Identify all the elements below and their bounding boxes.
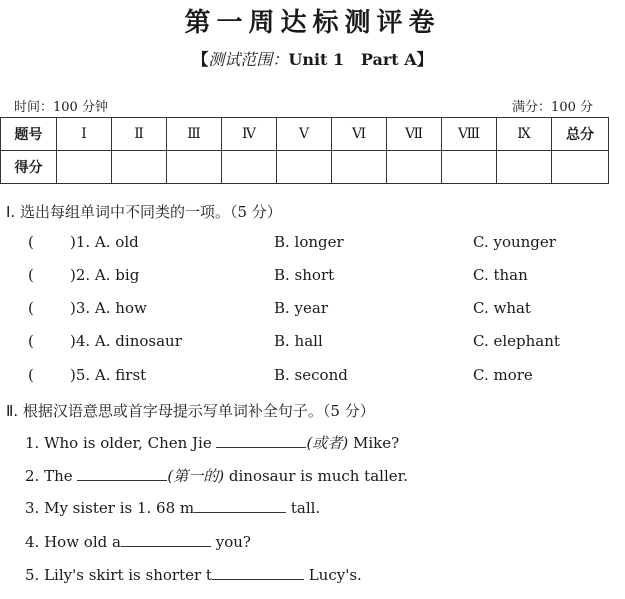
question-row <box>0 366 625 388</box>
sentence-1-end: Mike? <box>348 434 400 452</box>
score-label: 得分 <box>1 151 57 184</box>
column-roman-2: Ⅱ <box>112 118 167 151</box>
sentence-3-start: 3. My sister is 1. 68 m <box>25 499 195 517</box>
score-cell[interactable] <box>222 151 277 184</box>
total-score-cell[interactable] <box>552 151 609 184</box>
score-cell[interactable] <box>277 151 332 184</box>
answer-paren[interactable]: ( <box>28 366 34 384</box>
answer-paren[interactable]: ( <box>28 299 34 317</box>
scope-label: 测试范围： <box>208 50 289 69</box>
score-cell[interactable] <box>112 151 167 184</box>
question-a: )3. A. how <box>70 299 147 317</box>
sentence-5-start: 5. Lily's skirt is shorter t <box>25 566 212 584</box>
time-limit: 时间：100 分钟 <box>14 100 108 115</box>
sentence-2 <box>25 465 408 486</box>
column-roman-8: Ⅷ <box>442 118 497 151</box>
question-a: )2. A. big <box>70 266 140 284</box>
section-2-title: Ⅱ. 根据汉语意思或首字母提示写单词补全句子。 <box>6 402 323 420</box>
score-table-header-row <box>1 118 609 151</box>
question-row <box>0 233 625 255</box>
total-score-label: 总分 <box>552 118 609 151</box>
answer-blank[interactable] <box>212 565 304 580</box>
score-cell[interactable] <box>167 151 222 184</box>
test-scope <box>0 47 625 70</box>
answer-paren[interactable]: ( <box>28 332 34 350</box>
question-number-label: 题号 <box>1 118 57 151</box>
sentence-5-end: Lucy's. <box>303 566 362 584</box>
score-cell[interactable] <box>57 151 112 184</box>
column-roman-5: Ⅴ <box>277 118 332 151</box>
sentence-1-hint: (或者) <box>306 434 349 452</box>
section-2-heading <box>6 400 375 421</box>
sentence-5 <box>25 565 362 584</box>
option-b: B. short <box>274 266 335 284</box>
column-roman-7: Ⅶ <box>387 118 442 151</box>
sentence-4-start: 4. How old a <box>25 533 121 551</box>
option-c: C. what <box>473 299 531 317</box>
question-row <box>0 266 625 288</box>
answer-blank[interactable] <box>77 466 167 481</box>
score-cell[interactable] <box>442 151 497 184</box>
option-b: B. longer <box>274 233 344 251</box>
sentence-3 <box>25 498 320 517</box>
score-cell[interactable] <box>332 151 387 184</box>
question-a: )1. A. old <box>70 233 139 251</box>
column-roman-6: Ⅵ <box>332 118 387 151</box>
full-score: 满分：100 分 <box>512 100 593 115</box>
option-b: B. hall <box>274 332 323 350</box>
score-table <box>0 117 609 184</box>
section-1-heading <box>6 201 282 222</box>
sentence-2-hint: (第一的) <box>167 467 225 485</box>
option-c: C. than <box>473 266 528 284</box>
answer-blank[interactable] <box>194 498 286 513</box>
sentence-4-end: you? <box>210 533 251 551</box>
sentence-2-start: 2. The <box>25 467 78 485</box>
scope-bracket-close: 】 <box>416 50 433 69</box>
answer-paren[interactable]: ( <box>28 233 34 251</box>
score-table-score-row <box>1 151 609 184</box>
section-2-points: （5 分） <box>322 402 375 420</box>
option-b: B. second <box>274 366 348 384</box>
option-c: C. elephant <box>473 332 560 350</box>
sentence-1 <box>25 432 399 453</box>
answer-paren[interactable]: ( <box>28 266 34 284</box>
answer-blank[interactable] <box>216 433 306 448</box>
column-roman-9: Ⅸ <box>497 118 552 151</box>
score-cell[interactable] <box>497 151 552 184</box>
section-1-points: （5 分） <box>229 203 282 221</box>
question-a: )5. A. first <box>70 366 147 384</box>
question-a: )4. A. dinosaur <box>70 332 182 350</box>
column-roman-1: Ⅰ <box>57 118 112 151</box>
option-c: C. more <box>473 366 533 384</box>
scope-bracket-open: 【 <box>192 50 209 69</box>
option-c: C. younger <box>473 233 556 251</box>
score-cell[interactable] <box>387 151 442 184</box>
sentence-2-end: dinosaur is much taller. <box>224 467 408 485</box>
column-roman-4: Ⅳ <box>222 118 277 151</box>
option-b: B. year <box>274 299 329 317</box>
answer-blank[interactable] <box>121 532 211 547</box>
page-title: 第一周达标测评卷 <box>184 8 441 38</box>
sentence-3-end: tall. <box>286 499 321 517</box>
scope-value: Unit 1 Part A <box>288 50 417 69</box>
column-roman-3: Ⅲ <box>167 118 222 151</box>
question-row <box>0 299 625 321</box>
section-1-title: Ⅰ. 选出每组单词中不同类的一项。 <box>6 203 230 221</box>
question-row <box>0 332 625 354</box>
sentence-4 <box>25 532 251 551</box>
sentence-1-start: 1. Who is older, Chen Jie <box>25 434 217 452</box>
